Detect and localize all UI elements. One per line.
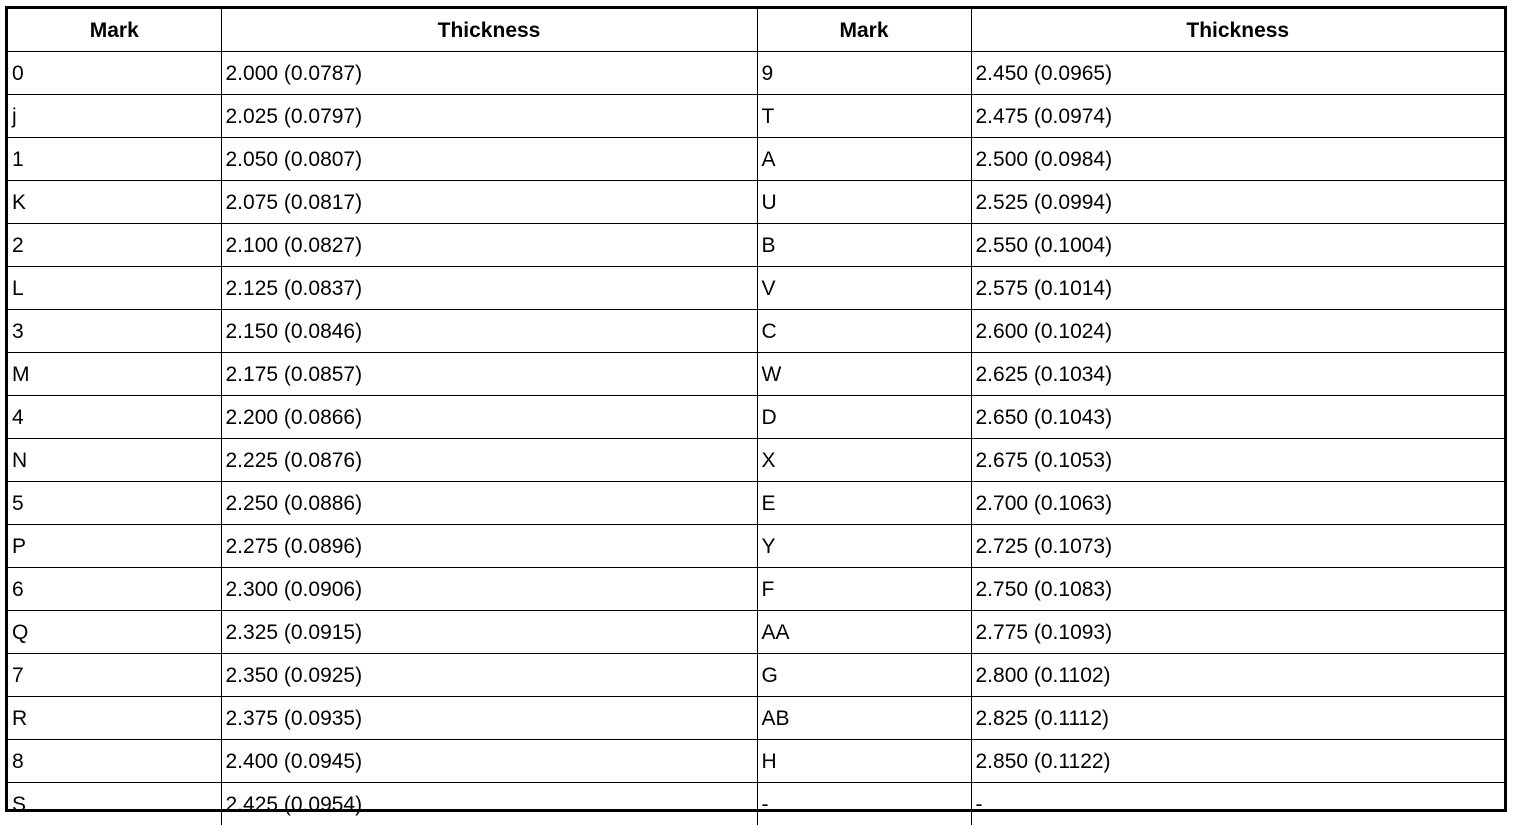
mark-cell: 3 — [8, 310, 221, 353]
column-header-mark: Mark — [757, 9, 971, 52]
mark-cell: 1 — [8, 138, 221, 181]
thickness-cell: 2.075 (0.0817) — [221, 181, 757, 224]
mark-cell: 4 — [8, 396, 221, 439]
mark-cell: B — [757, 224, 971, 267]
thickness-cell: 2.300 (0.0906) — [221, 568, 757, 611]
thickness-cell: 2.525 (0.0994) — [971, 181, 1504, 224]
mark-cell: G — [757, 654, 971, 697]
thickness-table-frame — [5, 6, 1507, 812]
table-row — [8, 52, 1504, 95]
mark-cell: Q — [8, 611, 221, 654]
mark-cell: S — [8, 783, 221, 825]
table-header-row — [8, 9, 1504, 52]
mark-cell: 9 — [757, 52, 971, 95]
thickness-cell: 2.675 (0.1053) — [971, 439, 1504, 482]
mark-cell: N — [8, 439, 221, 482]
column-header-thickness: Thickness — [971, 9, 1504, 52]
mark-cell: W — [757, 353, 971, 396]
thickness-cell: 2.150 (0.0846) — [221, 310, 757, 353]
thickness-cell: 2.775 (0.1093) — [971, 611, 1504, 654]
table-row — [8, 740, 1504, 783]
thickness-cell: 2.850 (0.1122) — [971, 740, 1504, 783]
mark-cell: 2 — [8, 224, 221, 267]
table-row — [8, 482, 1504, 525]
table-row — [8, 267, 1504, 310]
table-row — [8, 396, 1504, 439]
table-row — [8, 525, 1504, 568]
table-row — [8, 783, 1504, 825]
thickness-cell: 2.550 (0.1004) — [971, 224, 1504, 267]
mark-cell: F — [757, 568, 971, 611]
mark-cell: M — [8, 353, 221, 396]
thickness-cell: 2.350 (0.0925) — [221, 654, 757, 697]
thickness-cell: 2.050 (0.0807) — [221, 138, 757, 181]
mark-cell: 6 — [8, 568, 221, 611]
thickness-cell: 2.500 (0.0984) — [971, 138, 1504, 181]
table-row — [8, 224, 1504, 267]
mark-cell: U — [757, 181, 971, 224]
table-row — [8, 310, 1504, 353]
thickness-cell: 2.225 (0.0876) — [221, 439, 757, 482]
thickness-cell: 2.825 (0.1112) — [971, 697, 1504, 740]
table-row — [8, 353, 1504, 396]
mark-cell: AB — [757, 697, 971, 740]
thickness-cell: 2.650 (0.1043) — [971, 396, 1504, 439]
mark-cell: Y — [757, 525, 971, 568]
mark-cell: D — [757, 396, 971, 439]
thickness-cell: 2.375 (0.0935) — [221, 697, 757, 740]
thickness-cell: 2.100 (0.0827) — [221, 224, 757, 267]
mark-cell: - — [757, 783, 971, 825]
mark-cell: 7 — [8, 654, 221, 697]
thickness-table — [8, 9, 1504, 825]
mark-cell: C — [757, 310, 971, 353]
mark-cell: AA — [757, 611, 971, 654]
table-row — [8, 181, 1504, 224]
mark-cell: R — [8, 697, 221, 740]
mark-cell: 8 — [8, 740, 221, 783]
mark-cell: A — [757, 138, 971, 181]
thickness-cell: 2.275 (0.0896) — [221, 525, 757, 568]
mark-cell: V — [757, 267, 971, 310]
thickness-cell: 2.175 (0.0857) — [221, 353, 757, 396]
thickness-cell: 2.625 (0.1034) — [971, 353, 1504, 396]
mark-cell: L — [8, 267, 221, 310]
thickness-cell: 2.800 (0.1102) — [971, 654, 1504, 697]
thickness-cell: 2.750 (0.1083) — [971, 568, 1504, 611]
table-row — [8, 439, 1504, 482]
thickness-cell: 2.475 (0.0974) — [971, 95, 1504, 138]
thickness-cell: - — [971, 783, 1504, 825]
table-row — [8, 568, 1504, 611]
mark-cell: E — [757, 482, 971, 525]
mark-cell: j — [8, 95, 221, 138]
table-row — [8, 697, 1504, 740]
mark-cell: 0 — [8, 52, 221, 95]
mark-cell: 5 — [8, 482, 221, 525]
mark-cell: X — [757, 439, 971, 482]
thickness-cell: 2.600 (0.1024) — [971, 310, 1504, 353]
thickness-cell: 2.250 (0.0886) — [221, 482, 757, 525]
thickness-cell: 2.450 (0.0965) — [971, 52, 1504, 95]
thickness-cell: 2.025 (0.0797) — [221, 95, 757, 138]
thickness-cell: 2.000 (0.0787) — [221, 52, 757, 95]
column-header-mark: Mark — [8, 9, 221, 52]
table-row — [8, 95, 1504, 138]
thickness-cell: 2.700 (0.1063) — [971, 482, 1504, 525]
thickness-cell: 2.425 (0.0954) — [221, 783, 757, 825]
thickness-cell: 2.575 (0.1014) — [971, 267, 1504, 310]
mark-cell: T — [757, 95, 971, 138]
table-row — [8, 611, 1504, 654]
thickness-cell: 2.200 (0.0866) — [221, 396, 757, 439]
mark-cell: P — [8, 525, 221, 568]
thickness-cell: 2.325 (0.0915) — [221, 611, 757, 654]
thickness-cell: 2.400 (0.0945) — [221, 740, 757, 783]
thickness-cell: 2.125 (0.0837) — [221, 267, 757, 310]
table-row — [8, 654, 1504, 697]
mark-cell: H — [757, 740, 971, 783]
mark-cell: K — [8, 181, 221, 224]
column-header-thickness: Thickness — [221, 9, 757, 52]
table-body — [8, 52, 1504, 825]
table-row — [8, 138, 1504, 181]
thickness-cell: 2.725 (0.1073) — [971, 525, 1504, 568]
